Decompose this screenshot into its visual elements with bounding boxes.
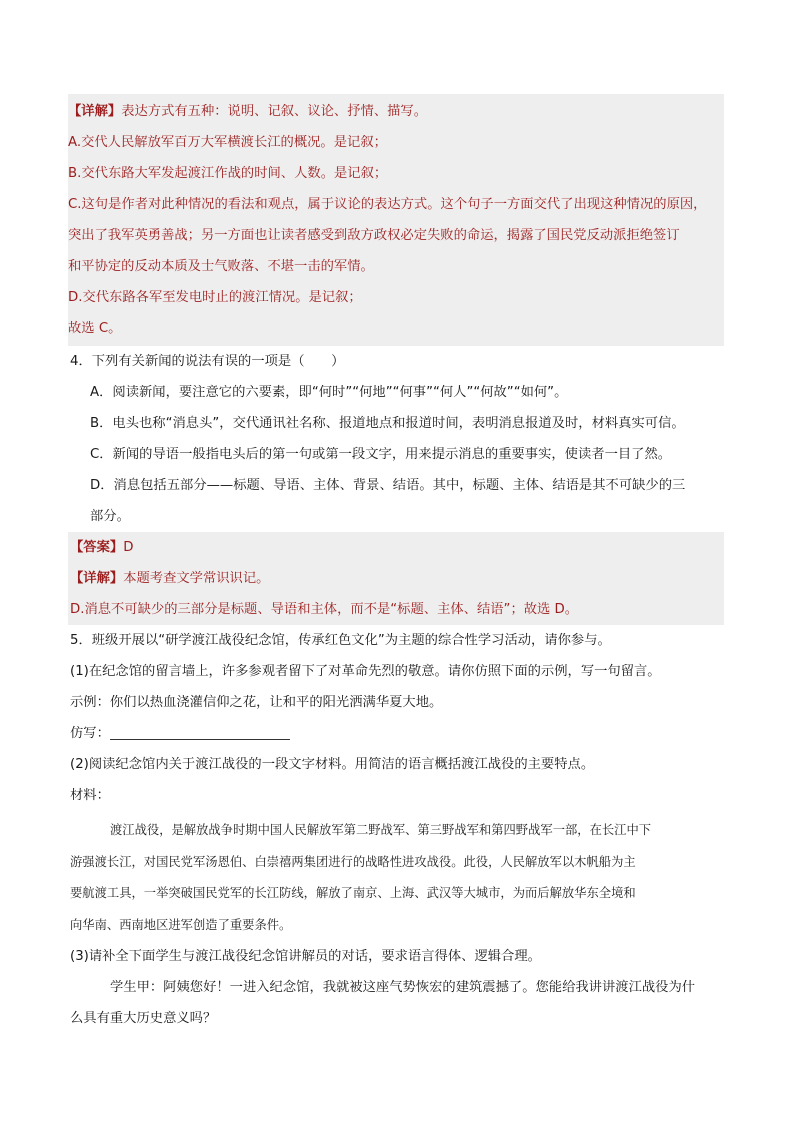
material-line: 渡江战役，是解放战争时期中国人民解放军第二野战军、第三野战军和第四野战军一部，在长江中下 — [110, 823, 652, 837]
analysis-line: D.消息不可缺少的三部分是标题、导语和主体，而不是“标题、主体、结语”；故选 D。 — [70, 602, 579, 617]
question-5 — [70, 625, 724, 1034]
question-4-option-c: C．新闻的导语一般指电头后的第一句或第一段文字，用来提示消息的重要事实，使读者一目了然。 — [90, 447, 672, 462]
answer-blank[interactable] — [110, 723, 290, 740]
question-4 — [70, 346, 724, 532]
question-4-option-d-cont: 部分。 — [90, 509, 130, 524]
dialogue-line: 学生甲：阿姨您好！一进入纪念馆，我就被这座气势恢宏的建筑震撼了。您能给我讲讲渡江战役为什 — [110, 980, 696, 995]
analysis-line: A.交代人民解放军百万大军横渡长江的概况。是记叙； — [68, 135, 387, 150]
analysis-line: D.交代东路各军至发电时止的渡江情况。是记叙； — [68, 290, 362, 305]
analysis-block-1 — [68, 94, 724, 346]
analysis-line: C.这句是作者对此种情况的看法和观点，属于议论的表达方式。这个句子一方面交代了出现这种情况的原因， — [68, 197, 707, 212]
question-5-stem: 5．班级开展以“研学渡江战役纪念馆，传承红色文化”为主题的综合性学习活动，请你参与。 — [70, 633, 611, 648]
material-line: 游强渡长江，对国民党军汤恩伯、白崇禧两集团进行的战略性进攻战役。此役，人民解放军以木帆船为主 — [70, 854, 636, 869]
material-line: 要航渡工具，一举突破国民党军的长江防线，解放了南京、上海、武汉等大城市，为而后解放华东全境和 — [70, 886, 636, 900]
analysis-intro-line — [68, 96, 724, 127]
question-4-option-d: D．消息包括五部分——标题、导语、主体、背景、结语。其中，标题、主体、结语是其不可缺少的三 — [90, 478, 686, 493]
question-5-sub-3: (3)请补全下面学生与渡江战役纪念馆讲解员的对话，要求语言得体、逻辑合理。 — [70, 949, 541, 964]
question-4-option-b: B．电头也称“消息头”，交代通讯社名称、报道地点和报道时间，表明消息报道及时，材料真实可信。 — [90, 416, 685, 431]
analysis-intro-line — [70, 563, 724, 594]
imitate-label: 仿写： — [70, 726, 110, 741]
analysis-tag: 【详解】 — [70, 571, 124, 586]
analysis-line: 和平协定的反动本质及士气败落、不堪一击的军情。 — [68, 259, 374, 274]
analysis-tag: 【详解】 — [68, 104, 122, 119]
answer-block-4 — [68, 532, 724, 625]
analysis-intro: 表达方式有五种：说明、记叙、议论、抒情、描写。 — [121, 104, 428, 119]
material-label: 材料： — [70, 788, 110, 803]
analysis-line: 突出了我军英勇善战；另一方面也让读者感受到敌方政权必定失败的命运，揭露了国民党反动派拒绝签订 — [68, 228, 680, 243]
imitate-line — [70, 718, 724, 749]
answer-line — [70, 532, 724, 563]
analysis-line: B.交代东路大军发起渡江作战的时间、人数。是记叙； — [68, 166, 388, 181]
question-4-stem: 4．下列有关新闻的说法有误的一项是（ ） — [70, 354, 345, 369]
example-line: 示例：你们以热血浇灌信仰之花，让和平的阳光洒满华夏大地。 — [70, 695, 443, 710]
document-page — [70, 94, 724, 1034]
answer-tag: 【答案】 — [70, 540, 124, 555]
analysis-line: 故选 C。 — [68, 321, 122, 336]
material-text — [70, 811, 724, 941]
material-line: 向华南、西南地区进军创造了重要条件。 — [70, 917, 292, 932]
question-4-option-a: A．阅读新闻，要注意它的六要素，即“何时”“何地”“何事”“何人”“何故”“如何”。 — [90, 385, 568, 400]
question-5-sub-2: (2)阅读纪念馆内关于渡江战役的一段文字材料。用简洁的语言概括渡江战役的主要特点。 — [70, 757, 595, 772]
analysis-intro: 本题考查文学常识识记。 — [123, 571, 270, 586]
answer-value: D — [123, 540, 134, 555]
dialogue-line: 么具有重大历史意义吗？ — [70, 1011, 217, 1026]
question-5-sub-1: (1)在纪念馆的留言墙上，许多参观者留下了对革命先烈的敬意。请你仿照下面的示例，写一句留言。 — [70, 664, 661, 679]
